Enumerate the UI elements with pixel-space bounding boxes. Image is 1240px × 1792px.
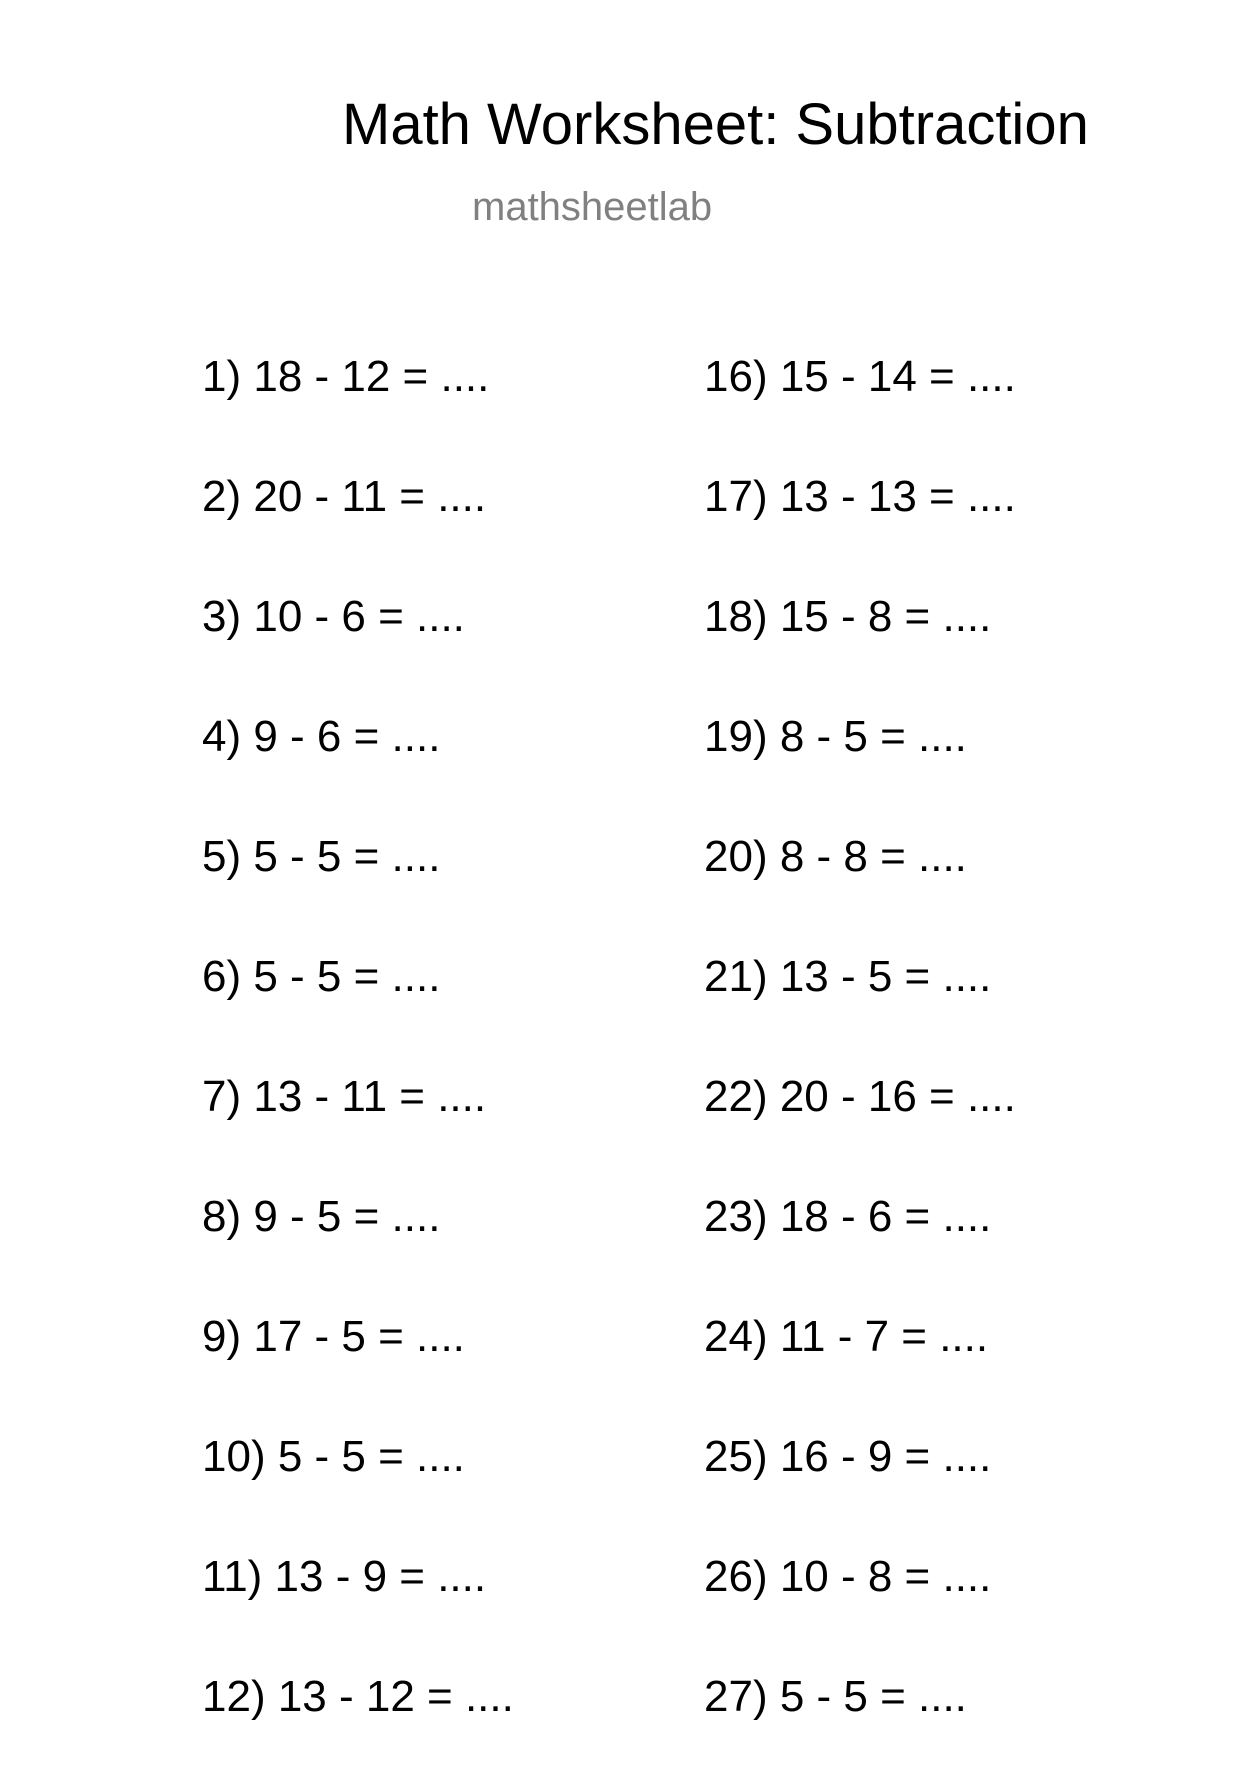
problem-item: 10) 5 - 5 = .... xyxy=(202,1432,465,1481)
problem-item: 25) 16 - 9 = .... xyxy=(704,1432,992,1481)
problem-item: 12) 13 - 12 = .... xyxy=(202,1672,514,1721)
problem-item: 11) 13 - 9 = .... xyxy=(202,1552,487,1601)
worksheet-title: Math Worksheet: Subtraction xyxy=(342,92,1089,157)
problem-item: 18) 15 - 8 = .... xyxy=(704,592,992,641)
problem-item: 26) 10 - 8 = .... xyxy=(704,1552,992,1601)
problem-item: 1) 18 - 12 = .... xyxy=(202,352,490,401)
problem-item: 16) 15 - 14 = .... xyxy=(704,352,1016,401)
problem-item: 4) 9 - 6 = .... xyxy=(202,712,441,761)
problem-item: 5) 5 - 5 = .... xyxy=(202,832,441,881)
problem-item: 8) 9 - 5 = .... xyxy=(202,1192,441,1241)
problem-column-left xyxy=(202,352,514,1792)
brand-name: mathsheetlab xyxy=(472,185,713,229)
problem-item: 6) 5 - 5 = .... xyxy=(202,952,441,1001)
problem-item: 2) 20 - 11 = .... xyxy=(202,472,487,521)
problem-item: 23) 18 - 6 = .... xyxy=(704,1192,992,1241)
problem-item: 9) 17 - 5 = .... xyxy=(202,1312,465,1361)
problem-item: 20) 8 - 8 = .... xyxy=(704,832,967,881)
problem-item: 17) 13 - 13 = .... xyxy=(704,472,1016,521)
problem-item: 21) 13 - 5 = .... xyxy=(704,952,992,1001)
problem-item: 19) 8 - 5 = .... xyxy=(704,712,967,761)
problem-item: 24) 11 - 7 = .... xyxy=(704,1312,989,1361)
problem-item: 7) 13 - 11 = .... xyxy=(202,1072,487,1121)
problem-column-right xyxy=(704,352,1016,1792)
problem-item: 3) 10 - 6 = .... xyxy=(202,592,465,641)
problem-item: 27) 5 - 5 = .... xyxy=(704,1672,967,1721)
problem-item: 22) 20 - 16 = .... xyxy=(704,1072,1016,1121)
